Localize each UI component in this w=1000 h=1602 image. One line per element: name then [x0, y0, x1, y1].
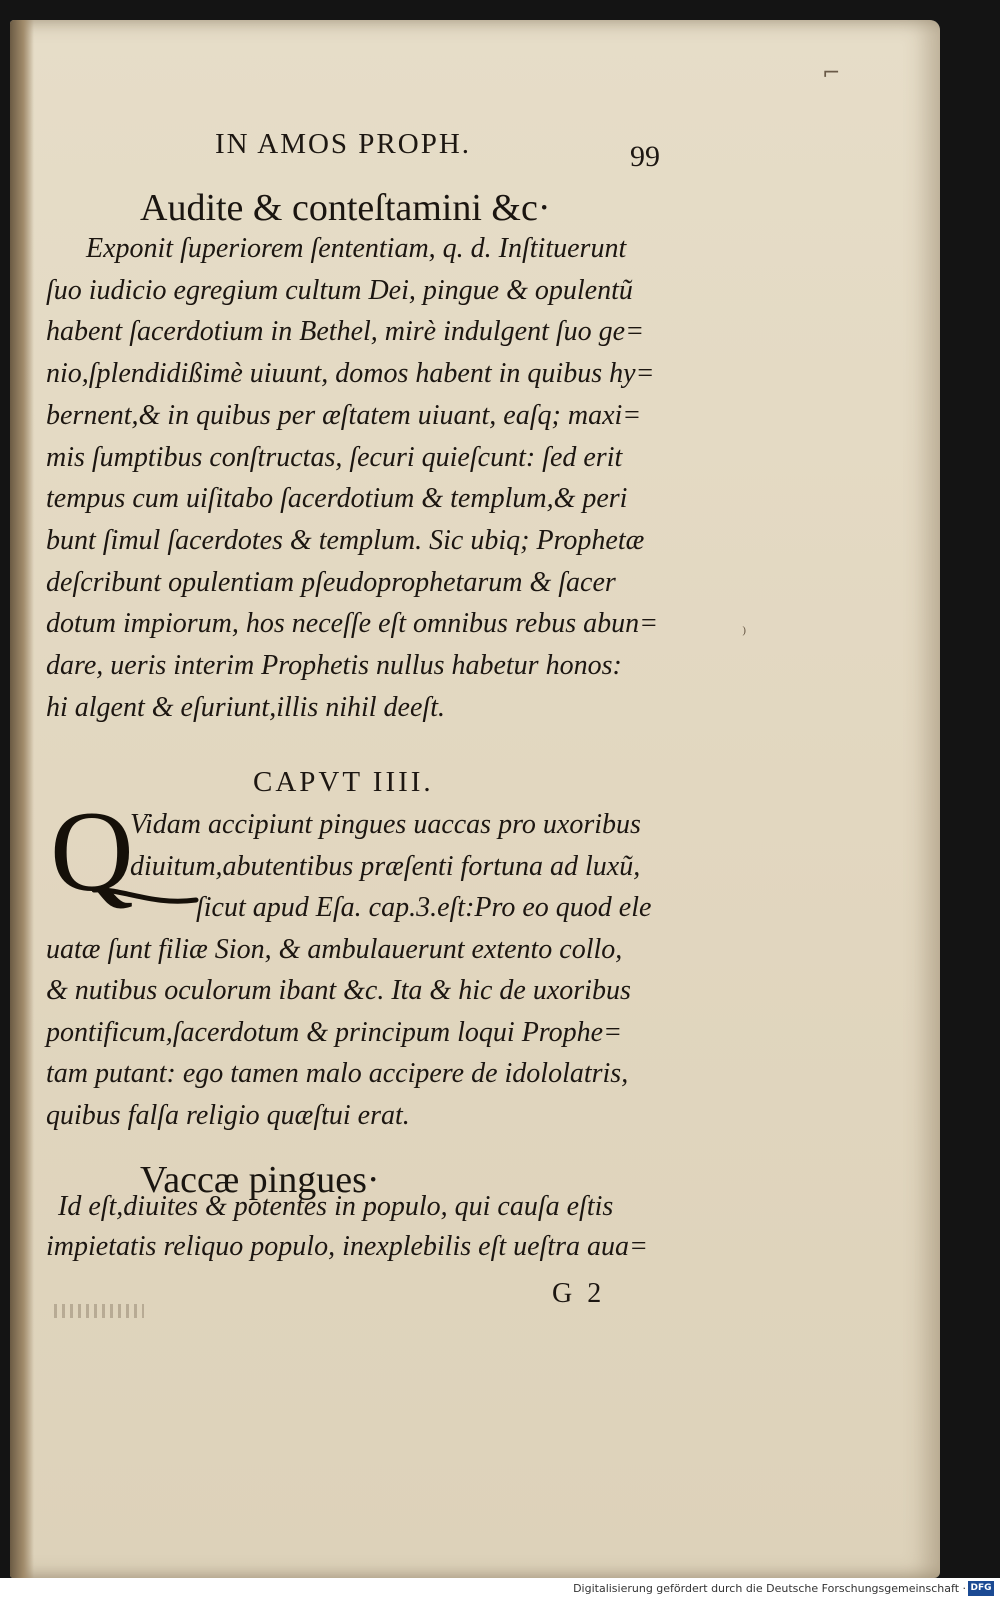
text-line: mis ſumptibus conſtructas, ſecuri quieſcunt: ſed erit: [46, 442, 623, 473]
digitization-footer: [0, 1578, 1000, 1602]
text-line: hi algent & eſuriunt,illis nihil deeſt.: [46, 692, 445, 723]
text-line: deſcribunt opulentiam pſeudoprophetarum & ſacer: [46, 567, 616, 598]
text-line: tam putant: ego tamen malo accipere de idololatris,: [46, 1058, 629, 1089]
text-line: dotum impiorum, hos neceſſe eſt omnibus rebus abun=: [46, 608, 659, 639]
text-line: nio,ſplendidißimè uiuunt, domos habent in quibus hy=: [46, 358, 655, 389]
text-line: ſuo iudicio egregium cultum Dei, pingue & opulentũ: [46, 275, 633, 306]
text-line: pontificum,ſacerdotum & principum loqui Prophe=: [46, 1017, 622, 1048]
text-line: & nutibus oculorum ibant &c. Ita & hic de uxoribus: [46, 975, 631, 1006]
text-line: bunt ſimul ſacerdotes & templum. Sic ubiq; Prophetæ: [46, 525, 645, 556]
dfg-logo[interactable]: DFG: [968, 1581, 994, 1596]
bleed-through-smudge: [54, 1304, 144, 1318]
section-heading-vaccae: Vaccæ pingues·: [140, 1159, 380, 1201]
ink-mark-decoration: ⌐: [822, 61, 841, 86]
chapter-title: CAPVT IIII.: [253, 766, 434, 798]
section-heading-audite: Audite & conteſtamini &c·: [140, 187, 551, 229]
text-line: impietatis reliquo populo, inexplebilis eſt ueſtra aua=: [46, 1231, 648, 1262]
text-line: dare, ueris interim Prophetis nullus habetur honos:: [46, 650, 622, 681]
text-line: Id eſt,diuites & potentes in populo, qui cauſa eſtis: [58, 1191, 614, 1222]
drop-cap-tail-flourish: [92, 884, 200, 914]
page-number: 99: [630, 140, 660, 173]
text-line: tempus cum uiſitabo ſacerdotium & templum,& peri: [46, 483, 628, 514]
text-line: Exponit ſuperiorem ſententiam, q. d. Inſtituerunt: [86, 233, 627, 264]
text-line: ſicut apud Eſa. cap.3.eſt:Pro eo quod ele: [196, 892, 652, 923]
text-line: bernent,& in quibus per æſtatem uiuant, eaſq; maxi=: [46, 400, 642, 431]
text-line: habent ſacerdotium in Bethel, mirè indulgent ſuo ge=: [46, 316, 644, 347]
text-line: diuitum,abutentibus præſenti fortuna ad luxũ,: [130, 851, 641, 882]
running-head: IN AMOS PROPH.: [215, 128, 472, 160]
text-line: quibus falſa religio quæſtui erat.: [46, 1100, 410, 1131]
drop-cap-initial: Q: [50, 788, 134, 916]
page-gutter-shadow: [10, 20, 34, 1578]
signature-mark: G 2: [552, 1278, 606, 1309]
margin-mark-decoration: ⁾: [742, 624, 747, 645]
text-line: uatæ ſunt filiæ Sion, & ambulauerunt extento collo,: [46, 934, 623, 965]
footer-credit: Digitalisierung gefördert durch die Deutsche Forschungsgemeinschaft ·: [573, 1582, 966, 1595]
text-line: Vidam accipiunt pingues uaccas pro uxoribus: [130, 809, 641, 840]
